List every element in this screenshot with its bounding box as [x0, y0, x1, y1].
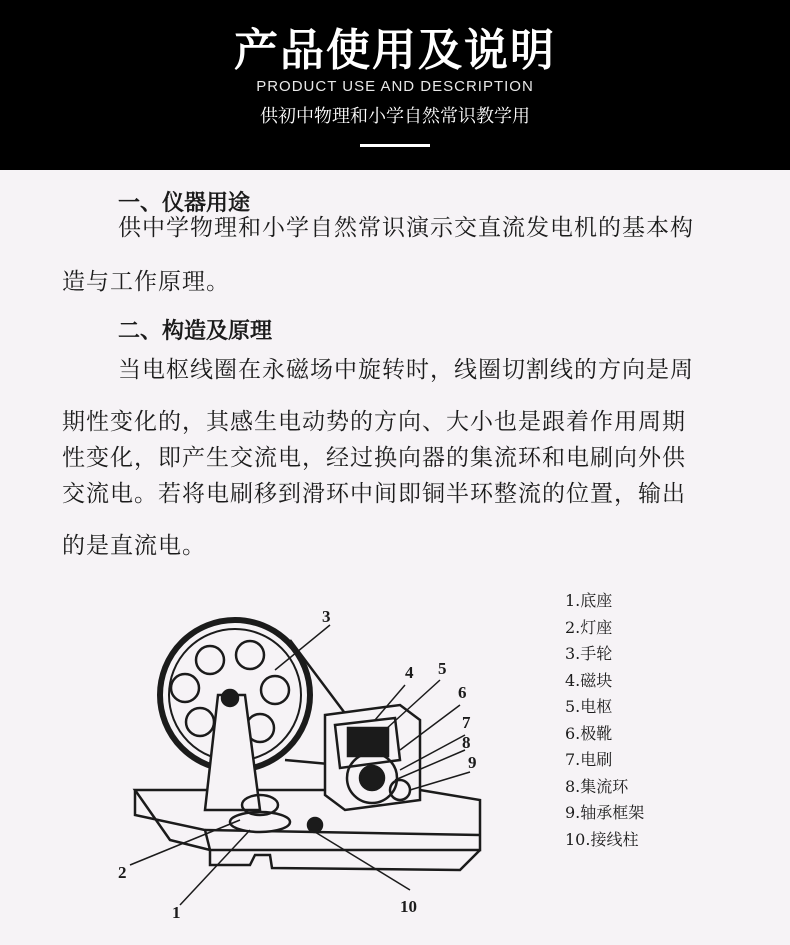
- page-title: 产品使用及说明: [234, 25, 556, 76]
- callout-2: 2: [118, 863, 127, 882]
- legend-item: 1.底座: [565, 591, 613, 610]
- legend-item: 9.轴承框架: [565, 803, 645, 822]
- callout-10: 10: [400, 897, 417, 916]
- callout-9: 9: [468, 753, 477, 772]
- section1-heading: 一、仪器用途: [118, 191, 251, 216]
- generator-diagram: [100, 600, 520, 920]
- legend-item: 5.电枢: [565, 697, 613, 716]
- section2-line-5: 的是直流电。: [62, 533, 206, 559]
- subtitle-chinese: 供初中物理和小学自然常识教学用: [260, 106, 530, 127]
- wheel-stand: [205, 695, 260, 810]
- legend-item: 2.灯座: [565, 617, 613, 637]
- armature-core: [348, 728, 388, 756]
- legend-item: 10.接线柱: [565, 829, 639, 849]
- header-divider: [360, 144, 430, 147]
- callout-8: 8: [462, 733, 471, 752]
- legend-item: 6.极靴: [565, 723, 613, 743]
- legend-item: 7.电刷: [565, 750, 613, 769]
- callout-1: 1: [172, 903, 181, 920]
- wheel-hole: [196, 646, 224, 674]
- legend-item: 4.磁块: [565, 670, 613, 690]
- wheel-axle: [222, 690, 238, 706]
- section2-line-3: 性变化，即产生交流电，经过换向器的集流环和电刷向外供: [62, 445, 686, 471]
- section2-line-1: 当电枢线圈在永磁场中旋转时，线圈切割线的方向是周: [118, 357, 694, 383]
- legend-item: 8.集流环: [565, 776, 629, 796]
- callout-3: 3: [322, 607, 331, 626]
- wheel-hole: [171, 674, 199, 702]
- terminal-post: [308, 818, 322, 832]
- callout-4: 4: [405, 663, 414, 682]
- leader-10: [315, 832, 410, 890]
- legend-item: 3.手轮: [565, 644, 613, 663]
- section2-heading: 二、构造及原理: [118, 319, 273, 344]
- subtitle-english: PRODUCT USE AND DESCRIPTION: [256, 78, 534, 95]
- section1-line-1: 供中学物理和小学自然常识演示交直流发电机的基本构: [118, 215, 694, 241]
- header-banner: [0, 0, 790, 170]
- callout-6: 6: [458, 683, 467, 702]
- leader-1: [180, 830, 250, 905]
- wheel-hole: [186, 708, 214, 736]
- section2-line-2: 期性变化的，其感生电动势的方向、大小也是跟着作用周期: [62, 409, 686, 435]
- section1-line-2: 造与工作原理。: [62, 269, 230, 295]
- base-feet: [210, 850, 480, 870]
- callout-7: 7: [462, 713, 471, 732]
- parts-legend: [565, 588, 675, 853]
- wheel-hole: [261, 676, 289, 704]
- wheel-hole: [236, 641, 264, 669]
- callout-5: 5: [438, 659, 447, 678]
- collector-hub: [360, 766, 384, 790]
- section2-line-4: 交流电。若将电刷移到滑环中间即铜半环整流的位置，输出: [62, 481, 686, 507]
